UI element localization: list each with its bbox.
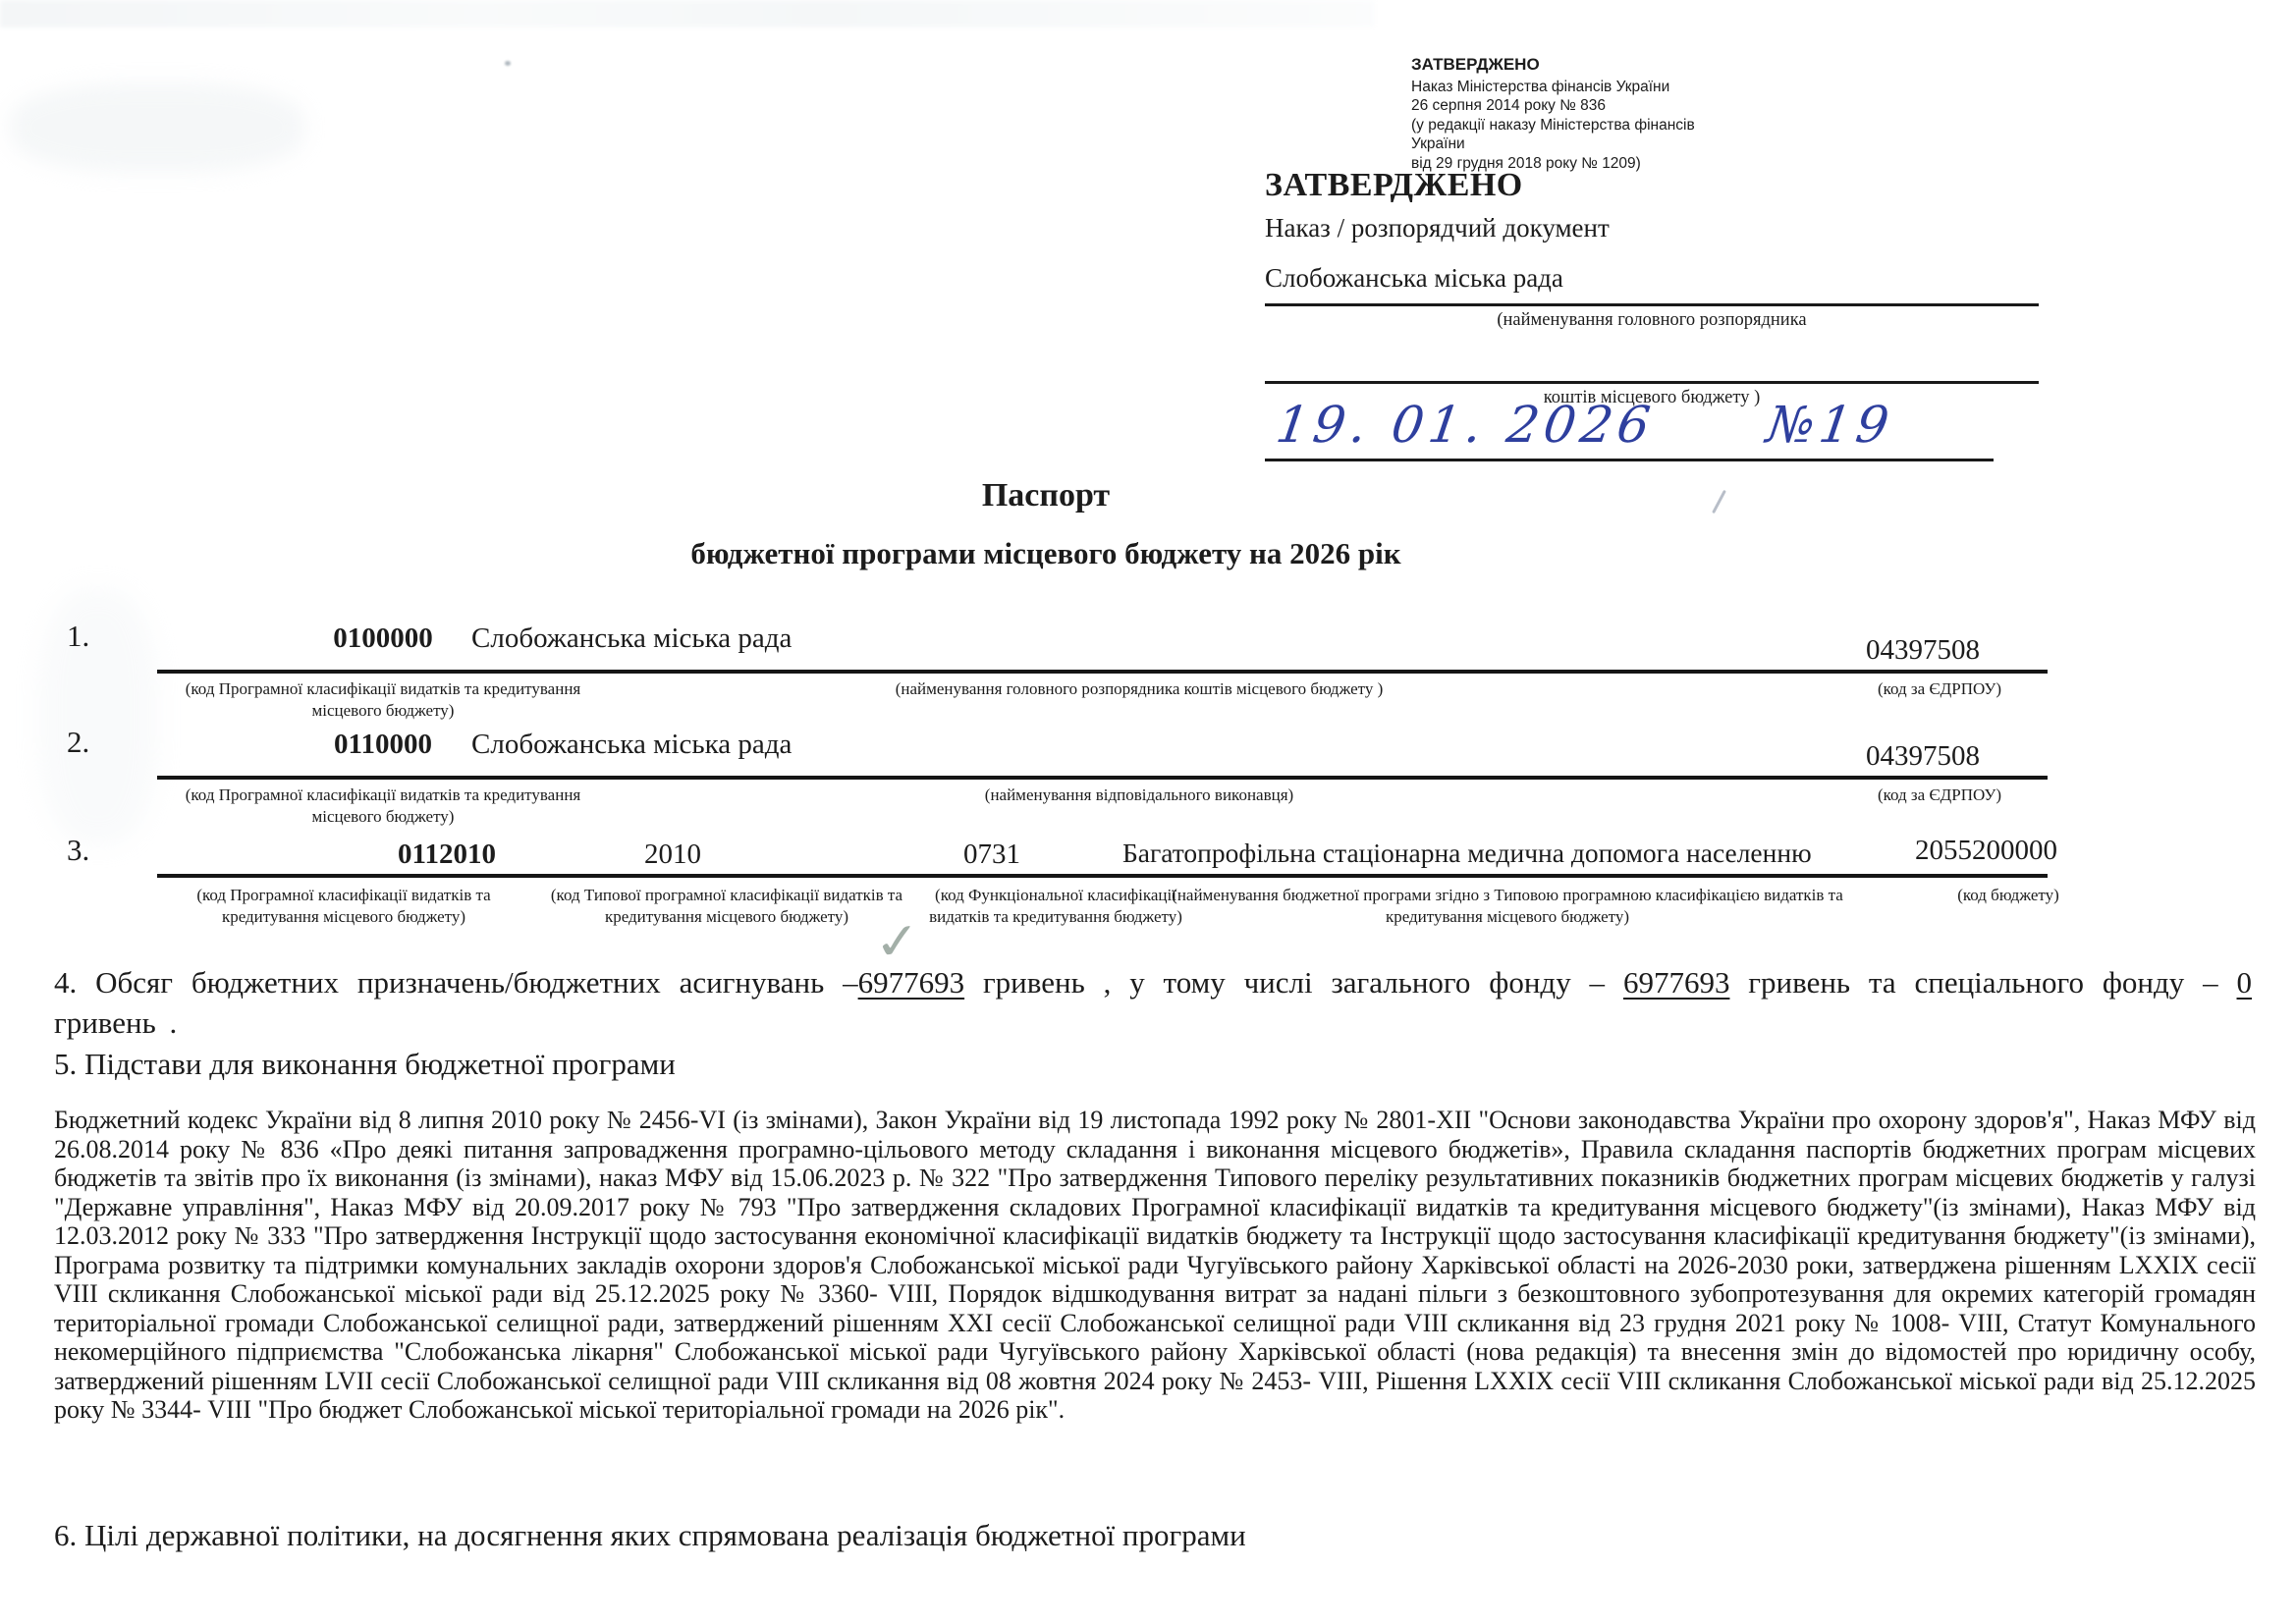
item1-program-code: 0100000 xyxy=(333,622,433,654)
item2-name: Слобожанська міська рада xyxy=(471,729,793,760)
scan-artifact-speck xyxy=(505,61,511,66)
stamp-line-1: Наказ Міністерства фінансів України xyxy=(1411,78,1670,95)
approval-caption-bottom: коштів місцевого бюджету ) xyxy=(1543,388,1761,407)
scan-artifact-smudge xyxy=(10,83,304,172)
item2-number: 2. xyxy=(67,725,90,759)
item1-caption-name: (найменування головного розпорядника коштів місцевого бюджету ) xyxy=(895,679,1384,698)
item2-rule xyxy=(157,776,2048,780)
item3-caption-functional: (код Функціональної класифікації видатків та кредитування бюджету) xyxy=(929,886,1182,926)
section6-heading: 6. Цілі державної політики, на досягнення яких спрямована реалізація бюджетної програми xyxy=(54,1518,1246,1552)
document-subtitle: бюджетної програми місцевого бюджету на 2026 рік xyxy=(690,536,1401,570)
item3-rule xyxy=(157,874,2048,878)
item3-caption-program: (найменування бюджетної програми згідно з Типовою програмною класифікацією видатків та кредитування місцевого бюджету) xyxy=(1172,886,1843,926)
approval-doc-type: Наказ / розпорядчий документ xyxy=(1265,213,1610,243)
item3-program-name: Багатопрофільна стаціонарна медична допомога населенню xyxy=(1122,838,1812,868)
section4-total-amount: 6977693 xyxy=(857,965,965,1000)
item2-caption-code: (код Програмної класифікації видатків та кредитування місцевого бюджету) xyxy=(185,785,581,826)
item2-program-code: 0110000 xyxy=(334,729,432,760)
stamp-line-4: від 29 грудня 2018 року № 1209) xyxy=(1411,154,1641,172)
stamp-line-3: (у редакції наказу Міністерства фінансів України xyxy=(1411,116,1695,152)
item3-typical-code: 2010 xyxy=(644,839,701,870)
approval-issuer-name: Слобожанська міська рада xyxy=(1265,263,1563,293)
item2-caption-edrpou: (код за ЄДРПОУ) xyxy=(1877,785,2002,804)
item1-caption-edrpou: (код за ЄДРПОУ) xyxy=(1877,679,2002,698)
item3-caption-typical: (код Типової програмної класифікації видатків та кредитування місцевого бюджету) xyxy=(550,886,903,926)
item3-number: 3. xyxy=(67,833,90,867)
document-title: Паспорт xyxy=(981,477,1111,514)
stamp-title: ЗАТВЕРДЖЕНО xyxy=(1411,55,1540,74)
section4-budget-amounts xyxy=(54,962,2252,1043)
ministry-approval-stamp xyxy=(1411,55,1745,173)
section4-text-end: гривень . xyxy=(54,1005,178,1040)
section4-general-fund-amount: 6977693 xyxy=(1622,965,1730,1000)
section5-heading: 5. Підстави для виконання бюджетної програми xyxy=(54,1047,676,1081)
item1-edrpou-code: 04397508 xyxy=(1866,634,1980,666)
approval-title: ЗАТВЕРДЖЕНО xyxy=(1265,167,1523,203)
item1-name: Слобожанська міська рада xyxy=(471,622,793,654)
section5-legal-basis-text: Бюджетний кодекс України від 8 липня 2010 року № 2456-VI (із змінами), Закон України від 19 листопада 1992 року № 2801-ХІІ "Основи законодавства України про охорону здоров'я", Наказ МФУ від 26.08.2014 року № 836 «Про деякі питання запровадження програмно-цільового методу складання і виконання місцевого бюджетів», Правила складання паспортів бюджетних програм місцевих бюджетів та звітів про їх виконання (із змінами), наказ МФУ від 15.06.2023 р. № 322 "Про затвердження Типового переліку результативних показників бюджетних програм місцевих бюджетів у галузі "Державне управління", Наказ МФУ від 20.09.2017 року № 793 "Про затвердження складових Програмної класифікації видатків та кредитування місцевого бюджету"(із змінами), Наказ МФУ від 12.03.2012 року № 333 "Про затвердження Інструкції щодо застосування економічної класифікації видатків бюджету та Інструкції щодо застосування класифікації кредитування бюджету"(із змінами), Програма розвитку та підтримки комунальних закладів охорони здоров'я Слобожанської міської ради Чугуївського району Харківської області на 2026-2030 роки, затверджена рішенням LXXIX сесії VIII скликання Слобожанської міської ради від 25.12.2025 року № 3360- VIII, Порядок відшкодування витрат за надані пільги з безкоштовного зубопротезування для окремих категорій громадян територіальної громади Слобожанської селищної ради, затверджений рішенням XXI сесії Слобожанської селищної ради VIII скликання від 23 грудня 2021 року № 1008- VIII, Статут Комунального некомерційного підприємства "Слобожанська лікарня" Слобожанської міської ради Чугуївського району Харківської області (нова редакція) та внесення змін до відомостей про юридичну особу, затверджений рішенням LVII сесії Слобожанської селищної ради VIII скликання від 08 жовтня 2024 року № 2453- VIII, Рішення LXXIX сесії VIII скликання Слобожанської міської ради від 25.12.2025 року № 3344- VIII "Про бюджет Слобожанської міської територіальної громади на 2026 рік". xyxy=(54,1106,2256,1424)
item2-caption-name: (найменування відповідального виконавця) xyxy=(984,785,1294,804)
item1-number: 1. xyxy=(67,619,90,653)
section4-text-mid2: гривень та спеціального фонду – xyxy=(1729,965,2237,1000)
section4-text-start: 4. Обсяг бюджетних призначень/бюджетних асигнувань – xyxy=(54,965,858,1000)
item3-caption-budget: (код бюджету) xyxy=(1957,886,2059,904)
item3-program-code: 0112010 xyxy=(398,839,496,870)
item3-caption-code: (код Програмної класифікації видатків та кредитування місцевого бюджету) xyxy=(196,886,491,926)
item1-caption-code: (код Програмної класифікації видатків та кредитування місцевого бюджету) xyxy=(185,679,581,720)
scan-artifact-band xyxy=(0,0,1375,27)
item2-edrpou-code: 04397508 xyxy=(1866,740,1980,772)
scan-artifact-smudge xyxy=(39,589,157,844)
handwritten-order-number: №19 xyxy=(1763,397,1897,455)
handwriting-underline xyxy=(1265,459,1994,461)
item3-functional-code: 0731 xyxy=(963,839,1020,870)
item1-rule xyxy=(157,670,2048,674)
section4-special-fund-amount: 0 xyxy=(2236,965,2253,1000)
item3-budget-code: 2055200000 xyxy=(1915,835,2057,866)
approval-signature-line-2 xyxy=(1265,381,2039,384)
section4-text-mid1: гривень , у тому числі загального фонду – xyxy=(964,965,1623,1000)
handwritten-checkmark: ✓ xyxy=(870,910,924,973)
approval-signature-line-1 xyxy=(1265,303,2039,306)
handwritten-date-and-number xyxy=(1273,397,1897,455)
approval-caption-top: (найменування головного розпорядника xyxy=(1497,310,1807,330)
stamp-line-2: 26 серпня 2014 року № 836 xyxy=(1411,97,1607,114)
handwritten-date: 19. 01. 2026 xyxy=(1272,397,1659,455)
